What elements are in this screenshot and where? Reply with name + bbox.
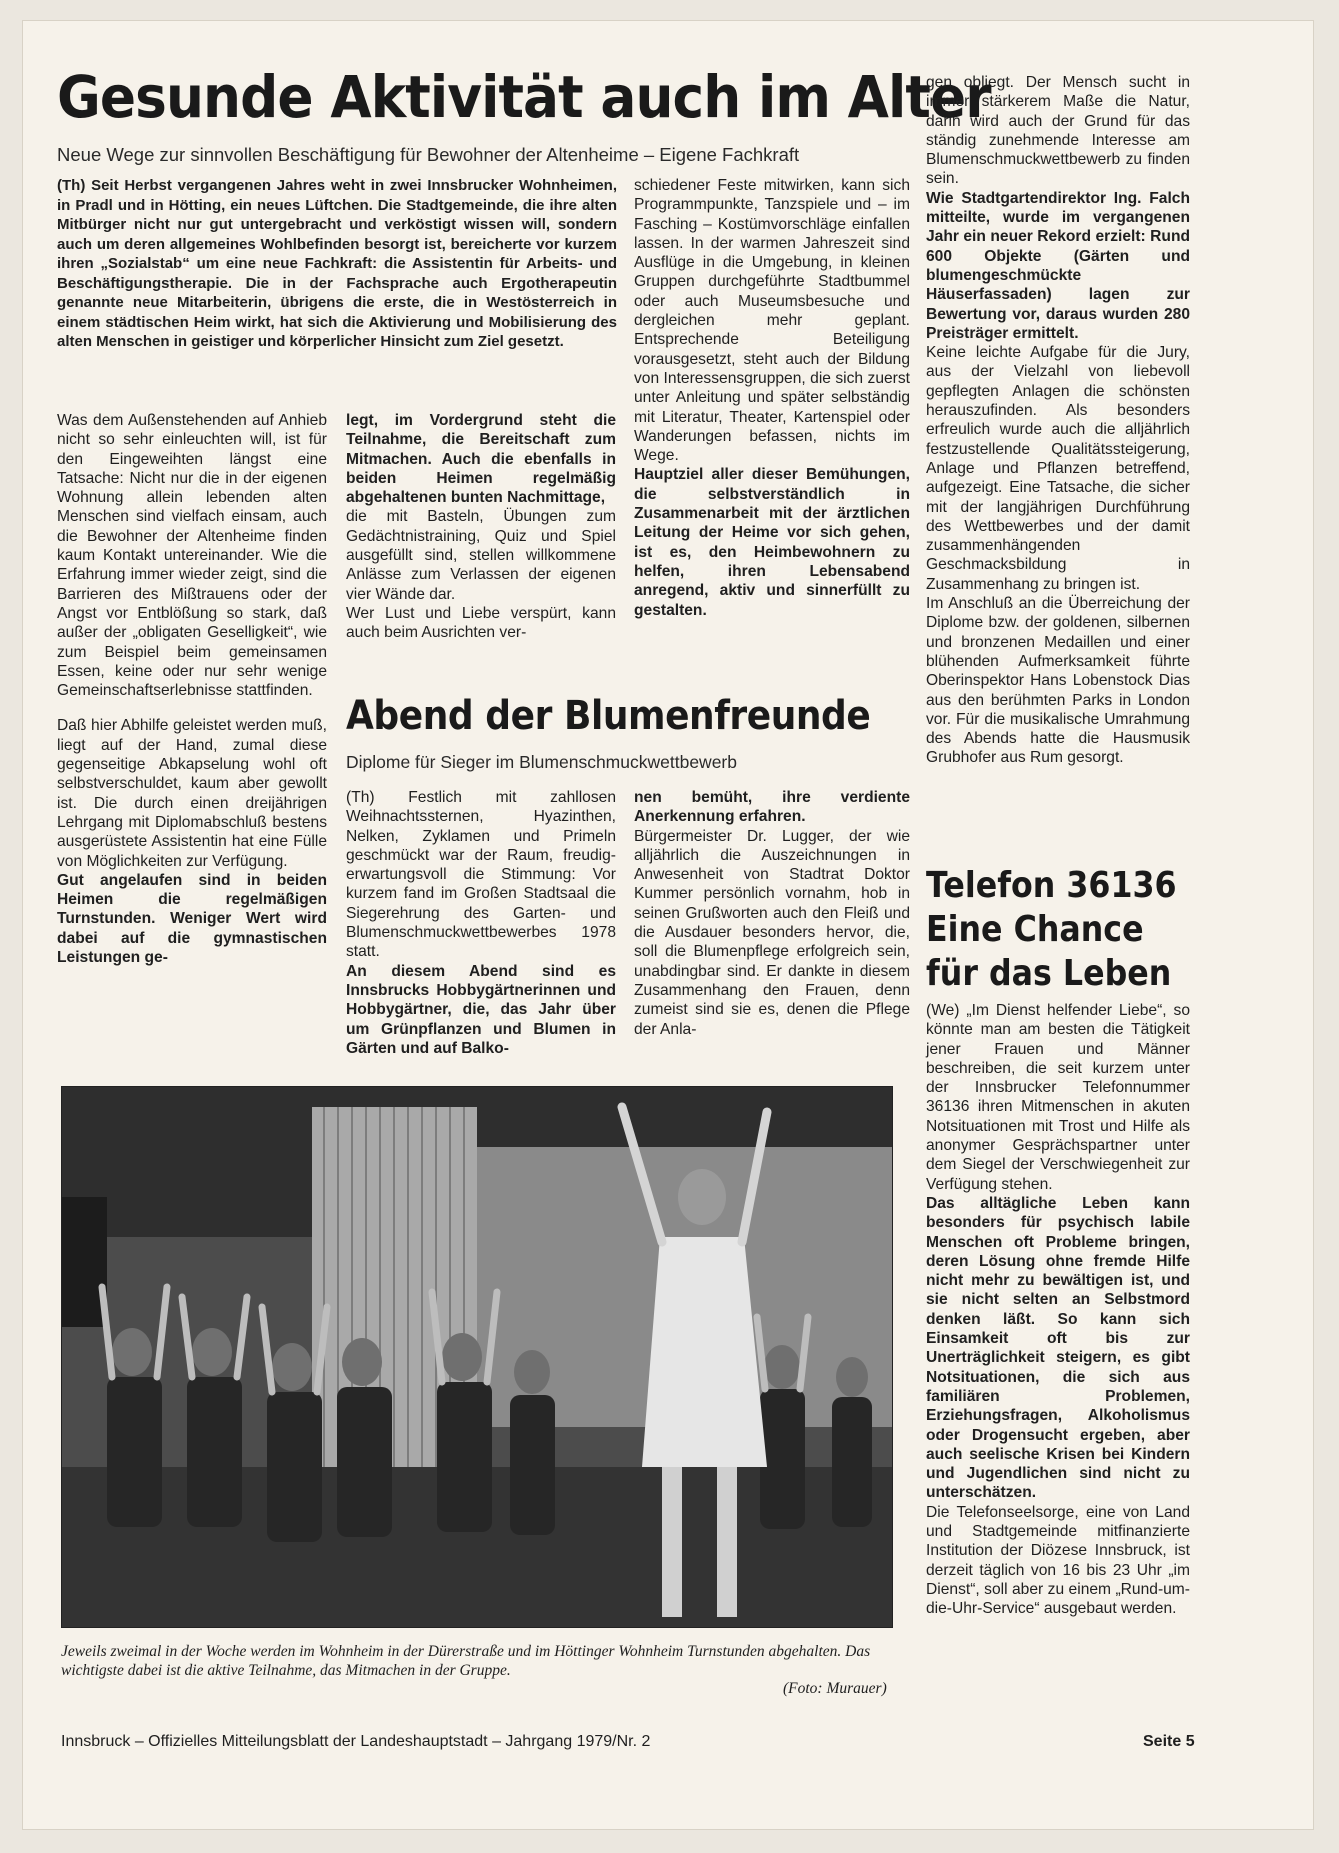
headline-3-line-2: Eine Chance xyxy=(926,909,1144,950)
right-col-para1: gen obliegt. Der Mensch sucht in immer stärkerem Maße die Natur, darin wird auch der Grund für das ständig zunehmende Interesse am Blumenschmuckwettbewerb zu finden sein. xyxy=(926,74,1195,188)
right-column xyxy=(926,73,1195,768)
headline: Gesunde Aktivität auch im Alter xyxy=(57,63,991,131)
headline-3-line-1: Telefon 36136 xyxy=(926,865,1177,906)
subheadline-2: Diplome für Sieger im Blumenschmuckwettbewerb xyxy=(346,752,737,772)
headline-3-block xyxy=(926,864,1211,996)
article2-column-1 xyxy=(346,788,621,1058)
newspaper-page xyxy=(22,20,1314,1830)
article3-para1: (We) „Im Dienst helfender Liebe“, so könnte man am besten die Tätigkeit jener Frauen und Männer beschreiben, die seit kurzem unter der Innsbrucker Telefonnummer 36136 ihren Mitmenschen in akuten Notsituationen mit Trost und Hilfe als anonymer Gesprächspartner unter dem Siegel der Verschwiegenheit zur Verfügung stehen. xyxy=(926,1002,1195,1193)
headline-3-line-3: für das Leben xyxy=(926,953,1172,994)
photo-illustration xyxy=(62,1087,892,1627)
right-col-para2: Keine leichte Aufgabe für die Jury, aus der Vielzahl von liebevoll gepflegten Anlagen die schönsten herauszufinden. Als besonders erfreulich wurde auch die alljährlich festzustellende Qualitätssteigerung, Anlage und Pflanzen betreffend, aufgezeigt. Eine Tatsache, die sicher mit der langjährigen Durchführung des Wettbewerbes und der damit zusammenhängenden Geschmacksbildung in Zusammenhang zu bringen ist. xyxy=(926,344,1195,593)
right-col-bold: Wie Stadtgartendirektor Ing. Falch mitteilte, wurde im vergangenen Jahr ein neuer Rekord erzielt: Rund 600 Objekte (Gärten und blumengeschmückte Häuserfassaden) lagen zur Bewertung vor, daraus wurden 280 Preisträger ermittelt. xyxy=(926,189,1195,342)
article3-para3: Die Telefonseelsorge, eine von Land und Stadtgemeinde mitfinanzierte Institution der Diözese Innsbruck, ist derzeit täglich von 16 bis 23 Uhr „im Dienst“, soll aber zu einem „Rund-um-die-Uhr-Service“ ausgebaut werden. xyxy=(926,1503,1195,1618)
footer-page-number: Seite 5 xyxy=(1143,1733,1195,1750)
footer-publication: Innsbruck – Offizielles Mitteilungsblatt der Landeshauptstadt – Jahrgang 1979/Nr. 2 xyxy=(61,1733,651,1750)
article1-col3-text: schiedener Feste mitwirken, kann sich Programmpunkte, Tanzspiele und – im Fasching – Kostümvorschläge einfallen lassen. In der warmen Jahreszeit sind Ausflüge in die Umgebung, in kleinen Gruppen durchgeführte Stadtbummel oder auch Museumsbesuche und dergleichen mehr geplant. Entsprechende Beteiligung vorausgesetzt, steht auch der Bildung von Interessensgruppen, die sich zuerst unter Anleitung und später selbständig mit Literatur, Theater, Kartenspiel oder Wanderungen befassen, nichts im Wege. xyxy=(634,177,915,465)
article1-column-3 xyxy=(634,176,915,620)
intro-paragraph: (Th) Seit Herbst vergangenen Jahres weht in zwei Innsbrucker Wohnheimen, in Pradl und in Hötting, ein neues Lüftchen. Die Stadtgemeinde, die ihre alten Mitbürger nicht nur gut untergebracht und verköstigt wissen will, sondern auch um deren allgemeines Wohlbefinden besorgt ist, bereicherte vor kurzem ihren „Sozialstab“ um eine neue Fachkraft: die Assistentin für Arbeits- und Beschäftigungstherapie. Die in der Fachsprache auch Ergotherapeutin genannte neue Mitarbeiterin, übrigens die erste, die in Westösterreich in einem städtischen Heim wirkt, hat sich die Aktivierung und Mobilisierung des alten Menschen in geistiger und körperlicher Hinsicht zum Ziel gesetzt. xyxy=(57,177,622,350)
exercise-class-photo xyxy=(61,1086,893,1628)
subheadline: Neue Wege zur sinnvollen Beschäftigung für Bewohner der Altenheime – Eigene Fachkraft xyxy=(57,144,800,165)
article2-col1-bold: An diesem Abend sind es Innsbrucks Hobbygärtnerinnen und Hobbygärtner, die, das Jahr über um Grünpflanzen und Blumen in Gärten und auf Balko- xyxy=(346,962,621,1057)
article3-column xyxy=(926,1001,1195,1619)
photo-caption: Jeweils zweimal in der Woche werden im Wohnheim in der Dürerstraße und im Höttinger Wohnheim Turnstunden abgehalten. Das wichtigste dabei ist die aktive Teilnahme, das Mitmachen in der Gruppe. xyxy=(61,1643,874,1679)
article1-col2-bold: legt, im Vordergrund steht die Teilnahme, die Bereitschaft zum Mitmachen. Auch die ebenfalls in beiden Heimen regelmäßig abgehaltenen bunten Nachmittage, xyxy=(346,412,621,507)
article1-col2-para2: Wer Lust und Liebe verspürt, kann auch beim Ausrichten ver- xyxy=(346,604,621,642)
article1-col1-para2: Daß hier Abhilfe geleistet werden muß, liegt auf der Hand, zumal diese gegenseitige Abkapselung wohl oft selbstverschuldet, kaum aber gewollt ist. Die durch einen dreijährigen Lehrgang mit Diplomabschluß bestens ausgerüstete Assistentin hat eine Fülle von Möglichkeiten zur Verfügung. xyxy=(57,717,332,870)
article1-column-2 xyxy=(346,411,621,643)
photo-credit: (Foto: Murauer) xyxy=(783,1680,887,1697)
article2-col2-bold: nen bemüht, ihre verdiente Anerkennung erfahren. xyxy=(634,789,914,826)
article2-col2-para1: Bürgermeister Dr. Lugger, der wie alljährlich die Auszeichnungen in Anwesenheit von Stadtrat Doktor Kummer persönlich vornahm, hob in seinen Grußworten auch den Fleiß und die Ausdauer besonders hervor, die, soll die Blumenpflege erfolgreich sein, unabdingbar sind. Er dankte in diesem Zusammenhang den Frauen, denn zumeist sind sie es, denen die Pflege der Anla- xyxy=(634,827,915,1038)
headline-2: Abend der Blumenfreunde xyxy=(346,693,871,739)
article1-col1-para2-bold: Gut angelaufen sind in beiden Heimen die regelmäßigen Turnstunden. Weniger Wert wird dabei auf die gymnastischen Leistungen ge- xyxy=(57,871,332,967)
article1-col2-para1: die mit Basteln, Übungen zum Gedächtnistraining, Quiz und Spiel ausgefüllt sind, stellen willkommene Anlässe zum Verlassen der eigenen vier Wände dar. xyxy=(346,508,621,603)
article1-col1-para1: Was dem Außenstehenden auf Anhieb nicht so sehr einleuchten will, ist für den Eingeweihten längst eine Tatsache: Nicht nur die in der eigenen Wohnung allein lebenden alten Menschen sind vielfach einsam, auch die Bewohner der Altenheime finden kaum Kontakt untereinander. Wie die Erfahrung immer wieder zeigt, sind die Barrieren des Mißtrauens oder der Angst vor Entblößung so stark, daß außer der „obligaten Geselligkeit“, wie zum Beispiel beim gemeinsamen Essen, keine oder nur sehr wenige Gemeinschaftserlebnisse stattfinden. xyxy=(57,412,332,700)
right-col-para3: Im Anschluß an die Überreichung der Diplome bzw. der goldenen, silbernen und bronzenen Medaillen und einer blühenden Aufmerksamkeit führte Oberinspektor Hans Lobenstock Dias aus den berühmten Parks in London vor. Für die musikalische Umrahmung des Abends hatte die Hausmusik Grubhofer aus Rum gesorgt. xyxy=(926,595,1195,767)
article2-column-2 xyxy=(634,788,915,1039)
article2-col1-para1: (Th) Festlich mit zahllosen Weihnachtssternen, Hyazinthen, Nelken, Zyklamen und Primeln geschmückt war der Raum, freudig-erwartungsvoll die Stimmung: Vor kurzem fand im Großen Stadtsaal die Siegerehrung des Garten- und Blumenschmuckwettbewerbes 1978 statt. xyxy=(346,789,621,961)
article1-col3-bold: Hauptziel aller dieser Bemühungen, die selbstverständlich in Zusammenarbeit mit der ärztlichen Leitung der Heime vor sich gehen, ist es, den Heimbewohnern zu helfen, ihren Lebensabend anregend, aktiv und sinnerfüllt zu gestalten. xyxy=(634,466,915,619)
article3-para2: Das alltägliche Leben kann besonders für psychisch labile Menschen oft Probleme bringen, deren Lösung ohne fremde Hilfe nicht mehr zu bewältigen ist, und sie nicht selten an Selbstmord denken läßt. So kann sich Einsamkeit oft bis zur Unerträglichkeit steigern, es gibt Notsituationen, die sich aus familiären Problemen, Erziehungsfragen, Alkoholismus oder Drogensucht ergeben, aber auch seelische Krisen bei Kindern und Jugendlichen sind nicht zu unterschätzen. xyxy=(926,1194,1195,1502)
article1-column-1 xyxy=(57,411,332,967)
